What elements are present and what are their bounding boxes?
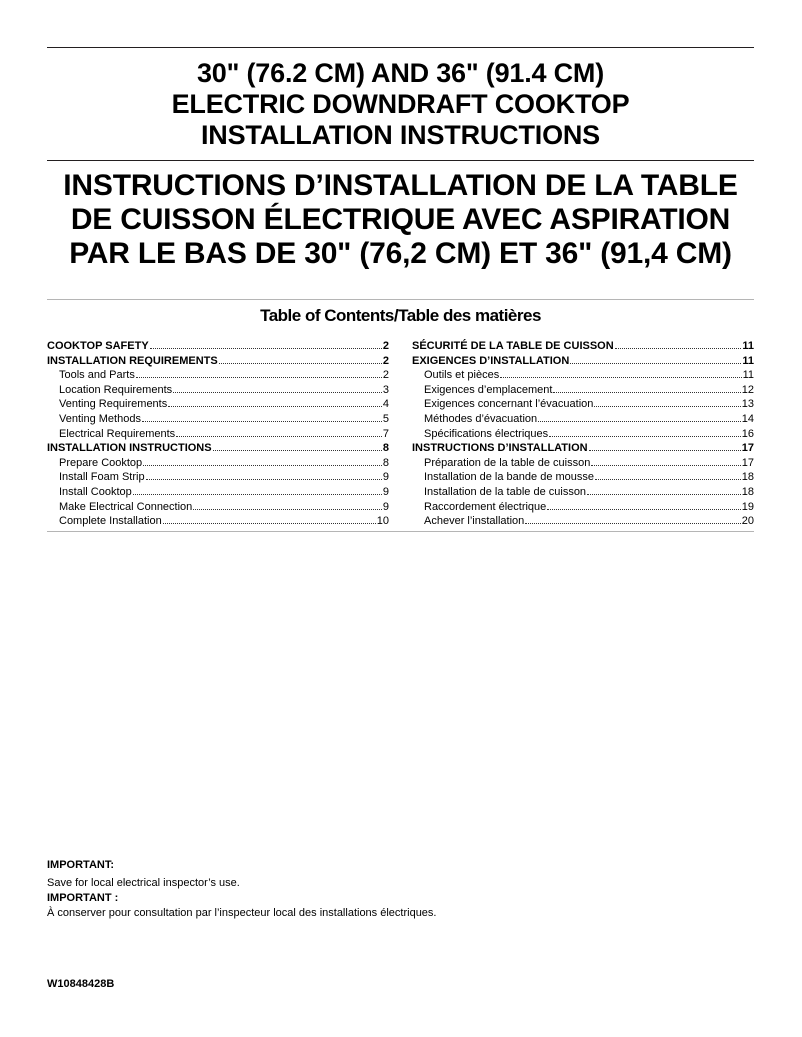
toc-entry[interactable]: [412, 427, 754, 442]
english-title-line: 30" (76.2 CM) AND 36" (91.4 CM): [196, 58, 604, 88]
toc-entry-label: Make Electrical Connection: [59, 500, 193, 513]
toc-entry[interactable]: [412, 456, 754, 471]
important-heading-fr: IMPORTANT :: [47, 892, 119, 904]
toc-entry[interactable]: [412, 441, 754, 456]
toc-entry-label: Install Foam Strip: [59, 471, 145, 484]
toc-dot-leader: [142, 412, 382, 422]
toc-entry-label: Install Cooktop: [59, 485, 132, 498]
title-divider: [47, 160, 754, 161]
toc-entry[interactable]: [47, 441, 389, 456]
part-number: W10848428B: [47, 978, 115, 990]
toc-heading: Table of Contents/Table des matières: [260, 306, 541, 325]
toc-entry-label: Achever l’installation: [424, 515, 525, 528]
french-title: [47, 169, 754, 271]
top-rule: [47, 47, 754, 48]
toc-entry-page: 3: [382, 383, 389, 396]
toc-entry-label: Exigences d’emplacement: [424, 383, 553, 396]
toc-dot-leader: [594, 397, 740, 407]
toc-dot-leader: [549, 427, 741, 437]
toc-entry-label: Installation de la table de cuisson: [424, 485, 587, 498]
toc-dot-leader: [193, 500, 382, 510]
toc-dot-leader: [591, 456, 740, 466]
toc-bottom-rule: [47, 531, 754, 532]
toc-entry[interactable]: [47, 514, 389, 529]
toc-dot-leader: [615, 339, 742, 349]
toc-dot-leader: [213, 441, 382, 451]
toc-entry-page: 7: [382, 427, 389, 440]
toc-entry-label: Complete Installation: [59, 515, 162, 528]
toc-entry-page: 9: [382, 471, 389, 484]
toc-dot-leader: [136, 368, 382, 378]
toc-entry-page: 4: [382, 398, 389, 411]
french-title-line: PAR LE BAS DE 30" (76,2 CM) ET 36" (91,4 CM): [69, 237, 732, 270]
toc-entry-page: 9: [382, 500, 389, 513]
french-title-line: INSTRUCTIONS D’INSTALLATION DE LA TABLE: [63, 169, 738, 202]
toc-entry-label: Raccordement électrique: [424, 500, 547, 513]
toc-entry-label: Préparation de la table de cuisson: [424, 456, 591, 469]
toc-entry-label: Prepare Cooktop: [59, 456, 143, 469]
toc-dot-leader: [587, 485, 741, 495]
toc-entry[interactable]: [47, 470, 389, 485]
toc-entry[interactable]: [47, 485, 389, 500]
toc-dot-leader: [538, 412, 741, 422]
toc-entry-label: INSTRUCTIONS D’INSTALLATION: [412, 442, 588, 455]
toc-entry-label: Installation de la bande de mousse: [424, 471, 595, 484]
toc-top-rule: [47, 299, 754, 300]
english-title-line: INSTALLATION INSTRUCTIONS: [201, 120, 600, 150]
toc-entry-label: Venting Requirements: [59, 398, 168, 411]
toc-dot-leader: [595, 470, 741, 480]
toc-entry-page: 8: [382, 456, 389, 469]
toc-entry-page: 13: [741, 398, 754, 411]
toc-entry[interactable]: [412, 383, 754, 398]
toc-entry-page: 2: [382, 340, 389, 352]
toc-entry[interactable]: [412, 354, 754, 369]
toc-entry[interactable]: [47, 412, 389, 427]
toc-entry-page: 20: [741, 515, 754, 528]
toc-dot-leader: [150, 339, 382, 349]
toc-entry-page: 18: [741, 485, 754, 498]
toc-dot-leader: [133, 485, 382, 495]
toc-entry[interactable]: [412, 470, 754, 485]
toc-entry-label: Location Requirements: [59, 383, 173, 396]
toc-entry-label: Exigences concernant l’évacuation: [424, 398, 594, 411]
toc-entry-label: EXIGENCES D’INSTALLATION: [412, 354, 570, 367]
toc-entry-label: INSTALLATION INSTRUCTIONS: [47, 442, 212, 455]
toc-entry-page: 11: [742, 369, 754, 382]
toc-entry-label: INSTALLATION REQUIREMENTS: [47, 354, 218, 367]
toc-dot-leader: [176, 427, 382, 437]
french-title-line: DE CUISSON ÉLECTRIQUE AVEC ASPIRATION: [70, 203, 731, 236]
toc-entry-page: 17: [741, 456, 754, 469]
toc-entry[interactable]: [412, 514, 754, 529]
toc-entry[interactable]: [47, 427, 389, 442]
toc-entry-label: Tools and Parts: [59, 369, 135, 382]
toc-entry-page: 8: [382, 442, 389, 455]
toc-entry-label: Venting Methods: [59, 412, 141, 425]
toc-entry-page: 2: [382, 369, 389, 382]
toc-entry-label: SÉCURITÉ DE LA TABLE DE CUISSON: [412, 340, 614, 352]
toc-entry-page: 16: [741, 427, 754, 440]
toc-dot-leader: [173, 383, 382, 393]
toc-entry-page: 11: [742, 340, 754, 352]
toc-dot-leader: [547, 500, 740, 510]
toc-entry[interactable]: [47, 500, 389, 515]
toc-entry-page: 17: [741, 442, 754, 455]
toc-dot-leader: [143, 456, 382, 466]
toc-dot-leader: [219, 354, 382, 364]
toc-entry[interactable]: [47, 368, 389, 383]
toc-entry-page: 9: [382, 485, 389, 498]
important-text-en: Save for local electrical inspector’s use.: [47, 877, 240, 889]
toc-entry[interactable]: [412, 397, 754, 412]
toc-entry-page: 14: [741, 412, 754, 425]
toc-entry-page: 2: [382, 354, 389, 367]
important-heading-en: IMPORTANT:: [47, 859, 115, 871]
toc-dot-leader: [525, 514, 740, 524]
toc-entry-label: COOKTOP SAFETY: [47, 340, 149, 352]
toc-entry[interactable]: [412, 485, 754, 500]
toc-dot-leader: [500, 368, 741, 378]
toc-entry-label: Spécifications électriques: [424, 427, 549, 440]
toc-entry-page: 18: [741, 471, 754, 484]
toc-entry[interactable]: [412, 368, 754, 383]
toc-entry[interactable]: [412, 339, 754, 354]
toc-entry[interactable]: [47, 339, 389, 354]
toc-entry[interactable]: [47, 456, 389, 471]
toc-dot-leader: [589, 441, 741, 451]
toc-entry-label: Méthodes d’évacuation: [424, 412, 538, 425]
toc-entry-label: Electrical Requirements: [59, 427, 176, 440]
toc-entry[interactable]: [47, 383, 389, 398]
toc-entry-page: 5: [382, 412, 389, 425]
toc-english-column: [47, 339, 389, 529]
toc-dot-leader: [146, 470, 382, 480]
toc-entry[interactable]: [412, 412, 754, 427]
toc-entry-page: 10: [376, 515, 389, 528]
toc-entry-page: 12: [741, 383, 754, 396]
toc-entry-label: Outils et pièces: [424, 369, 500, 382]
toc-entry[interactable]: [412, 500, 754, 515]
important-text-fr: À conserver pour consultation par l’inspecteur local des installations électriques.: [47, 907, 437, 919]
toc-entry[interactable]: [47, 397, 389, 412]
toc-french-column: [412, 339, 754, 529]
toc-dot-leader: [553, 383, 740, 393]
toc-dot-leader: [168, 397, 382, 407]
toc-entry[interactable]: [47, 354, 389, 369]
english-title: [47, 58, 754, 151]
toc-entry-page: 19: [741, 500, 754, 513]
toc-dot-leader: [163, 514, 376, 524]
toc-dot-leader: [570, 354, 741, 364]
english-title-line: ELECTRIC DOWNDRAFT COOKTOP: [171, 89, 630, 119]
toc-entry-page: 11: [742, 354, 754, 367]
